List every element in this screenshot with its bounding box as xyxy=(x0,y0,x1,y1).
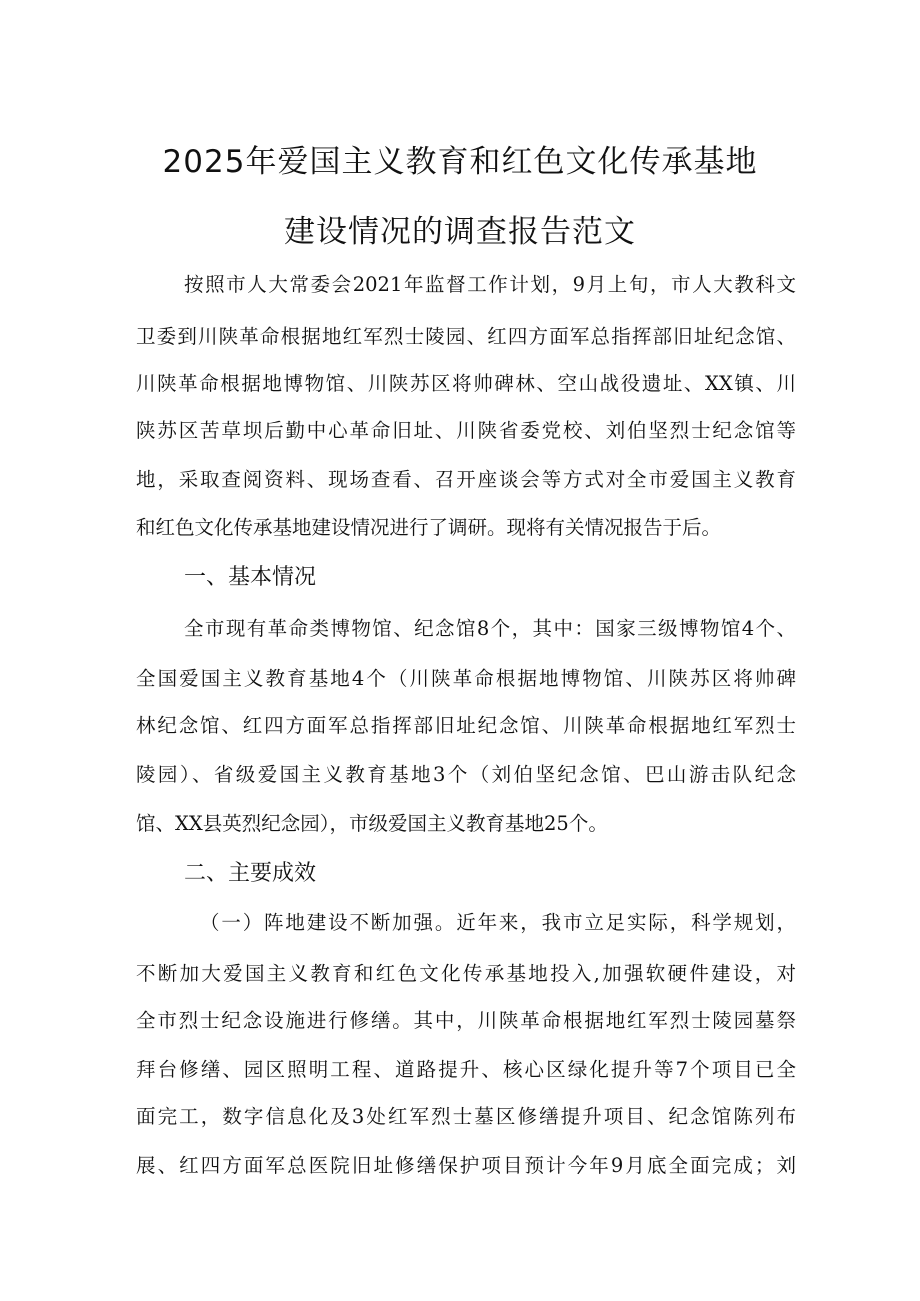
section2-line-6: 展、红四方面军总医院旧址修缮保护项目预计今年9月底全面完成；刘 xyxy=(136,1154,796,1177)
section1-line-2: 全国爱国主义教育基地4个（川陕革命根据地博物馆、川陕苏区将帅碑 xyxy=(136,667,796,690)
intro-line-5: 地，采取查阅资料、现场查看、召开座谈会等方式对全市爱国主义教育 xyxy=(136,468,796,491)
section1-line-5: 馆、XX县英烈纪念园），市级爱国主义教育基地25个。 xyxy=(136,812,608,835)
intro-line-4: 陕苏区苦草坝后勤中心革命旧址、川陕省委党校、刘伯坚烈士纪念馆等 xyxy=(136,419,796,442)
section2-line-4: 拜台修缮、园区照明工程、道路提升、核心区绿化提升等7个项目已全 xyxy=(136,1058,796,1081)
intro-line-6: 和红色文化传承基地建设情况进行了调研。现将有关情况报告于后。 xyxy=(136,516,722,539)
section-heading-main-results: 二、主要成效 xyxy=(184,861,317,886)
document-title-line-2: 建设情况的调查报告范文 xyxy=(284,214,636,250)
intro-line-1: 按照市人大常委会2021年监督工作计划，9月上旬，市人大教科文 xyxy=(184,273,796,296)
document-title-line-1: 2025年爱国主义教育和红色文化传承基地 xyxy=(162,144,758,180)
section1-line-3: 林纪念馆、红四方面军总指挥部旧址纪念馆、川陕革命根据地红军烈士 xyxy=(136,714,796,737)
section2-line-1: （一）阵地建设不断加强。近年来，我市立足实际，科学规划， xyxy=(200,911,796,934)
section2-line-5: 面完工，数字信息化及3处红军烈士墓区修缮提升项目、纪念馆陈列布 xyxy=(136,1105,796,1128)
section-heading-basic-situation: 一、基本情况 xyxy=(184,565,317,590)
section2-line-2: 不断加大爱国主义教育和红色文化传承基地投入,加强软硬件建设，对 xyxy=(136,962,796,985)
intro-line-3: 川陕革命根据地博物馆、川陕苏区将帅碑林、空山战役遗址、XX镇、川 xyxy=(136,372,796,395)
intro-line-2: 卫委到川陕革命根据地红军烈士陵园、红四方面军总指挥部旧址纪念馆、 xyxy=(136,325,796,348)
section1-line-1: 全市现有革命类博物馆、纪念馆8个，其中：国家三级博物馆4个、 xyxy=(184,617,796,640)
section2-line-3: 全市烈士纪念设施进行修缮。其中，川陕革命根据地红军烈士陵园墓祭 xyxy=(136,1009,796,1032)
section1-line-4: 陵园）、省级爱国主义教育基地3个（刘伯坚纪念馆、巴山游击队纪念 xyxy=(136,763,796,786)
